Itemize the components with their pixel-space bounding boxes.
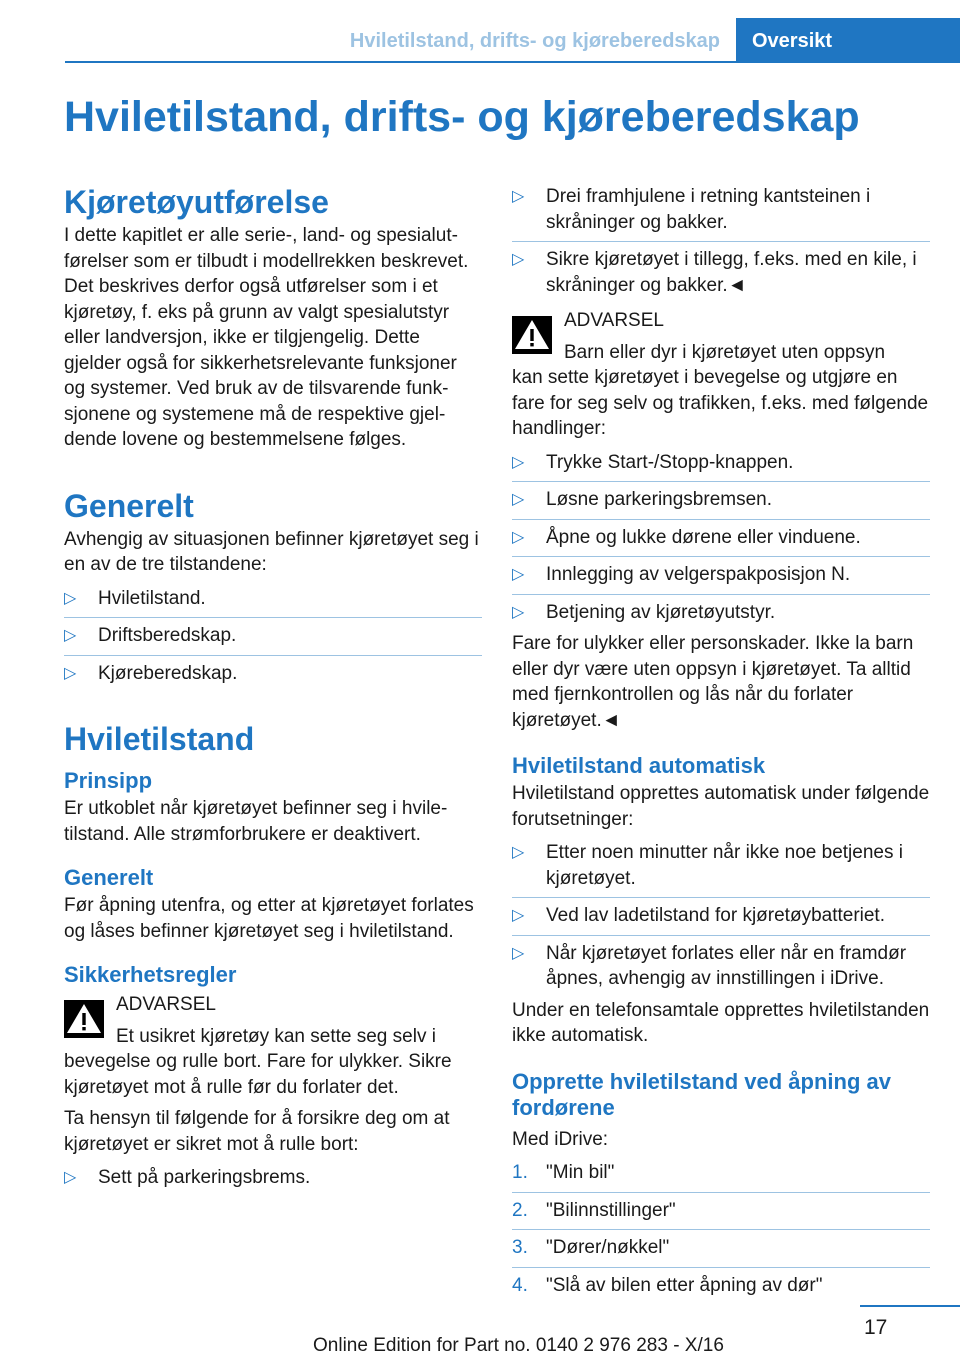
auto-heading: Hviletilstand automatisk — [512, 753, 766, 778]
list-item: ▷ Når kjøretøyet forlates eller når en framdør åpnes, avhengig av innstillingen i iDrive. — [512, 942, 907, 989]
warning-icon — [64, 1000, 104, 1038]
list-item: ▷ Betjening av kjøretøyutstyr. — [512, 600, 930, 626]
safety-list-continued — [512, 184, 930, 298]
warning-text-first: Barn eller dyr i kjøretøyet uten oppsyn — [564, 341, 886, 363]
general-list — [64, 586, 482, 687]
vehicle-heading: Kjøretøyutførelse — [64, 184, 329, 220]
warning-block — [64, 992, 482, 1100]
door-text: Med iDrive: — [512, 1128, 609, 1150]
list-divider — [512, 897, 930, 898]
auto-note: Under en telefonsamtale opprettes hviletilstanden ikke automatisk. — [512, 999, 930, 1046]
tab-oversikt[interactable]: Oversikt — [736, 18, 960, 62]
warning-text: bevegelse og rulle bort. Fare for ulykker. Sikre kjøretøyet mot å rulle før du forlater det. — [64, 1051, 452, 1098]
bullet-icon: ▷ — [512, 453, 525, 471]
safety-text: Ta hensyn til følgende for å forsikre deg om at kjøretøyet er sikret mot å rulle bort: — [64, 1108, 450, 1155]
list-divider — [512, 241, 930, 242]
bullet-icon: ▷ — [512, 491, 525, 508]
list-item: 3. "Dører/nøkkel" — [512, 1237, 670, 1258]
vehicle-text: I dette kapitlet er alle serie-, land- og spesialutførelser som er tilbudt i modellrekken beskrevet. Det beskrives derfor også utførelser som i et kjøretøy, f. eks på grunn av valgt spesialutstyr eller landversjon, ikke er tilgjengelig. Dette gjelder også for sikkerhetsrelevante funksjoner og systemer. Ved bruk av de tilsvarende funksjonene og systemene må de respektive gjeldende lovene og bestemmelsene følges. — [64, 225, 469, 450]
list-item: ▷ Trykke Start-/Stopp-knappen. — [512, 450, 930, 476]
list-item: ▷ Etter noen minutter når ikke noe betjenes i kjøretøyet. — [512, 842, 903, 889]
list-divider — [512, 1267, 930, 1268]
list-item: 2. "Bilinnstillinger" — [512, 1199, 676, 1221]
warning-icon — [512, 316, 552, 354]
list-item: ▷ Kjøreberedskap. — [64, 661, 482, 687]
warning-conclusion: Fare for ulykker eller personskader. Ikke la barn eller dyr være uten oppsyn i kjøretøyet. Ta alltid med fjernkontrollen og lås når du forlater kjøretøyet.◄ — [512, 633, 914, 731]
list-item: 1. "Min bil" — [512, 1162, 615, 1183]
safety-heading: Sikkerhetsregler — [64, 962, 237, 987]
list-divider — [512, 481, 930, 482]
bullet-icon: ▷ — [64, 664, 77, 682]
bullet-icon: ▷ — [512, 566, 525, 583]
list-divider — [64, 617, 482, 618]
list-divider — [512, 1192, 930, 1193]
list-divider — [512, 519, 930, 520]
warning-block — [512, 308, 930, 442]
bullet-icon: ▷ — [512, 944, 525, 962]
auto-list — [512, 840, 930, 992]
list-item: ▷ Sikre kjøretøyet i tillegg, f.eks. med en kile, i skråninger og bakker.◄ — [512, 249, 917, 296]
section-title: Hviletilstand, drifts- og kjøreberedskap — [349, 30, 720, 52]
list-item: ▷ Drei framhjulene i retning kantsteinen i skråninger og bakker. — [512, 186, 871, 233]
warning-label: ADVARSEL — [116, 994, 216, 1015]
bullet-icon: ▷ — [512, 844, 525, 861]
right-column — [512, 184, 930, 1304]
general-heading: Generelt — [64, 487, 194, 524]
list-divider — [512, 556, 930, 557]
edition-text: Online Edition for Part no. 0140 2 976 283 - X/16 — [313, 1335, 724, 1356]
general-text: Avhengig av situasjonen befinner kjøretøyet seg i en av de tre tilstandene: — [64, 528, 479, 575]
bullet-icon: ▷ — [64, 589, 77, 607]
bullet-icon: ▷ — [512, 188, 525, 205]
list-item: ▷ Sett på parkeringsbrems. — [64, 1165, 482, 1191]
list-item: ▷ Ved lav ladetilstand for kjøretøybatteriet. — [512, 903, 930, 929]
list-divider — [512, 1229, 930, 1230]
safety-list — [64, 1165, 482, 1191]
bullet-icon: ▷ — [512, 528, 525, 546]
list-divider — [64, 655, 482, 656]
page-title: Hviletilstand, drifts- og kjøreberedskap — [64, 93, 860, 141]
auto-text: Hviletilstand opprettes automatisk under følgende forutsetninger: — [512, 783, 930, 830]
warning-text: kan sette kjøretøyet i bevegelse og utgjøre en fare for seg selv og trafikken, f.eks. med følgende handlinger: — [512, 367, 929, 439]
bullet-icon: ▷ — [512, 907, 525, 924]
bullet-icon: ▷ — [512, 251, 525, 268]
list-item: ▷ Åpne og lukke dørene eller vinduene. — [512, 525, 930, 551]
list-divider — [512, 935, 930, 936]
footer-divider — [860, 1305, 960, 1307]
page-number: 17 — [864, 1316, 888, 1339]
page-header — [0, 0, 960, 62]
list-item: ▷ Løsne parkeringsbremsen. — [512, 487, 930, 513]
warning-list — [512, 450, 930, 626]
list-item: ▷ Driftsberedskap. — [64, 623, 482, 649]
warning-label: ADVARSEL — [564, 310, 664, 331]
header-divider — [65, 61, 960, 63]
list-divider — [512, 594, 930, 595]
door-heading: Opprette hviletilstand ved åpning av fordørene — [512, 1068, 891, 1120]
list-item: 4. "Slå av bilen etter åpning av dør" — [512, 1274, 823, 1296]
list-item: ▷ Innlegging av velgerspakposisjon N. — [512, 562, 930, 588]
warning-text-first: Et usikret kjøretøy kan sette seg selv i — [116, 1025, 436, 1047]
list-item: ▷ Hviletilstand. — [64, 586, 482, 612]
bullet-icon: ▷ — [64, 1169, 77, 1186]
bullet-icon: ▷ — [512, 603, 525, 621]
principle-heading: Prinsipp — [64, 768, 153, 793]
principle-text: Er utkoblet når kjøretøyet befinner seg i hviletilstand. Alle strømforbrukere er deaktivert. — [64, 798, 448, 845]
door-steps — [512, 1160, 930, 1298]
general2-text: Før åpning utenfra, og etter at kjøretøyet forlates og låses befinner kjøretøyet seg i hviletilstand. — [64, 895, 474, 942]
bullet-icon: ▷ — [64, 627, 77, 644]
rest-heading: Hviletilstand — [64, 721, 255, 757]
general2-heading: Generelt — [64, 865, 154, 890]
left-column — [64, 183, 482, 1197]
